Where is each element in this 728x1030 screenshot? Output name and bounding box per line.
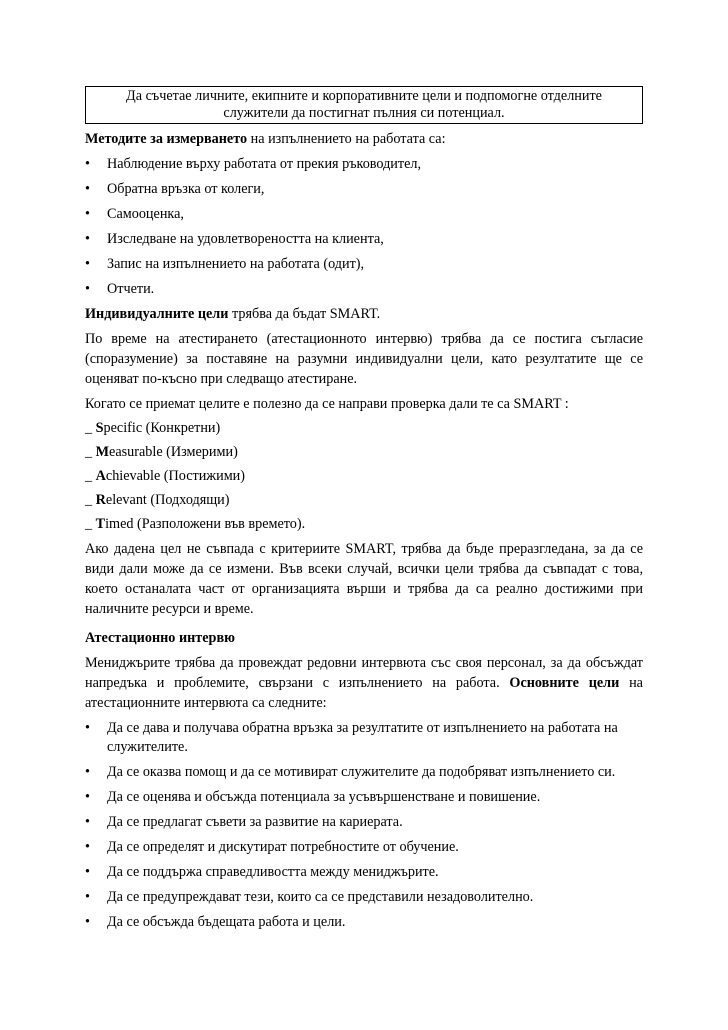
intro-box [85, 86, 643, 124]
list-item [85, 813, 643, 832]
interview-para-end: на атестационните интервюта са следните: [85, 675, 643, 711]
intro-line-2: служители да постигнат пълния си потенциал. [223, 105, 505, 121]
smart-prefix: _ [85, 420, 96, 436]
list-item-text: Наблюдение върху работата от прекия ръководител, [107, 156, 422, 172]
smart-letter: R [95, 492, 106, 508]
bullet-icon: • [85, 864, 90, 880]
goals-bold: Индивидуалните цели [85, 306, 229, 322]
goals-rest: трябва да бъдат SMART. [228, 306, 381, 322]
smart-rest: pecific (Конкретни) [103, 420, 221, 436]
list-item [85, 204, 643, 224]
goals-lead [85, 304, 643, 324]
list-item-text: Да се обсъжда бъдещата работа и цели. [107, 914, 346, 930]
list-item [85, 279, 643, 299]
bullet-icon: • [85, 764, 90, 780]
list-item-text: Да се предупреждават тези, които са се представили незадоволително. [107, 889, 534, 905]
list-item [85, 788, 643, 807]
list-item [85, 719, 643, 757]
list-item [85, 838, 643, 857]
list-item [85, 154, 643, 174]
list-item-text: Самооценка, [107, 206, 184, 222]
bullet-icon: • [85, 181, 90, 197]
bullet-icon: • [85, 914, 90, 930]
list-item-text: Да се поддържа справедливостта между мениджърите. [107, 864, 439, 880]
list-item [85, 763, 643, 782]
list-item-text: Да се оказва помощ и да се мотивират служителите да подобряват изпълнението си. [107, 764, 616, 780]
smart-item [85, 418, 643, 438]
para-check: Когато се приемат целите е полезно да се направи проверка дали те са SMART : [85, 396, 569, 412]
bullet-icon: • [85, 789, 90, 805]
bullet-icon: • [85, 720, 90, 736]
bullet-icon: • [85, 256, 90, 272]
smart-letter: A [95, 468, 106, 484]
smart-prefix: _ [85, 468, 96, 484]
smart-prefix: _ [85, 444, 96, 460]
smart-letter: T [95, 516, 106, 532]
smart-letter: S [95, 420, 104, 436]
list-item-text: Да се дава и получава обратна връзка за резултатите от изпълнението на работата на служителите. [107, 720, 618, 755]
bullet-icon: • [85, 889, 90, 905]
bullet-icon: • [85, 231, 90, 247]
list-item-text: Отчети. [107, 281, 155, 297]
list-item-text: Да се определят и дискутират потребностите от обучение. [107, 839, 459, 855]
list-item [85, 888, 643, 907]
methods-lead [85, 129, 643, 149]
smart-rest: elevant (Подходящи) [105, 492, 230, 508]
list-item [85, 863, 643, 882]
list-item [85, 229, 643, 249]
methods-bold: Методите за измерването [85, 131, 248, 147]
smart-prefix: _ [85, 516, 96, 532]
smart-list [85, 418, 643, 534]
bullet-icon: • [85, 281, 90, 297]
list-item-text: Да се оценява и обсъжда потенциала за усъвършенстване и повишение. [107, 789, 541, 805]
methods-rest: на изпълнението на работата са: [247, 131, 446, 147]
bullet-icon: • [85, 814, 90, 830]
para-mismatch: Ако дадена цел не съвпада с критериите SMART, трябва да бъде преразгледана, за да се види дали може да се измени. Във всеки случай, всички цели трябва да съвпадат с това, което останалата част от организацията върши и трябва да са реално достижими при наличните ресурси и време. [85, 541, 643, 617]
list-item-text: Запис на изпълнението на работата (одит), [107, 256, 365, 272]
smart-rest: easurable (Измерими) [109, 444, 238, 460]
smart-letter: M [95, 444, 110, 460]
interview-goals-list [85, 719, 643, 932]
methods-list [85, 154, 643, 299]
smart-rest: imed (Разположени във времето). [105, 516, 306, 532]
intro-line-1: Да съчетае личните, екипните и корпоративните цели и подпомогне отделните [126, 88, 602, 104]
smart-item [85, 490, 643, 510]
para-agreement: По време на атестирането (атестационното интервю) трябва да се постига съгласие (споразумение) за поставяне на разумни индивидуални цели, като резултатите ще се оценяват по-късно при следващо атестиране. [85, 331, 643, 387]
smart-prefix: _ [85, 492, 96, 508]
document-page [85, 86, 643, 932]
list-item [85, 913, 643, 932]
bullet-icon: • [85, 206, 90, 222]
list-item [85, 179, 643, 199]
interview-heading-text: Атестационно интервю [85, 630, 235, 646]
list-item [85, 254, 643, 274]
interview-para [85, 653, 643, 713]
interview-para-bold: Основните цели [509, 675, 620, 691]
smart-item [85, 442, 643, 462]
bullet-icon: • [85, 839, 90, 855]
bullet-icon: • [85, 156, 90, 172]
interview-para-start: Мениджърите трябва да провеждат редовни интервюта със своя персонал, за да обсъждат напредъка и проблемите, свързани с изпълнението на работа. [85, 655, 643, 691]
smart-rest: chievable (Постижими) [105, 468, 245, 484]
list-item-text: Да се предлагат съвети за развитие на кариерата. [107, 814, 403, 830]
smart-item [85, 514, 643, 534]
list-item-text: Изследване на удовлетвореността на клиента, [107, 231, 384, 247]
interview-heading [85, 628, 643, 648]
list-item-text: Обратна връзка от колеги, [107, 181, 265, 197]
smart-item [85, 466, 643, 486]
